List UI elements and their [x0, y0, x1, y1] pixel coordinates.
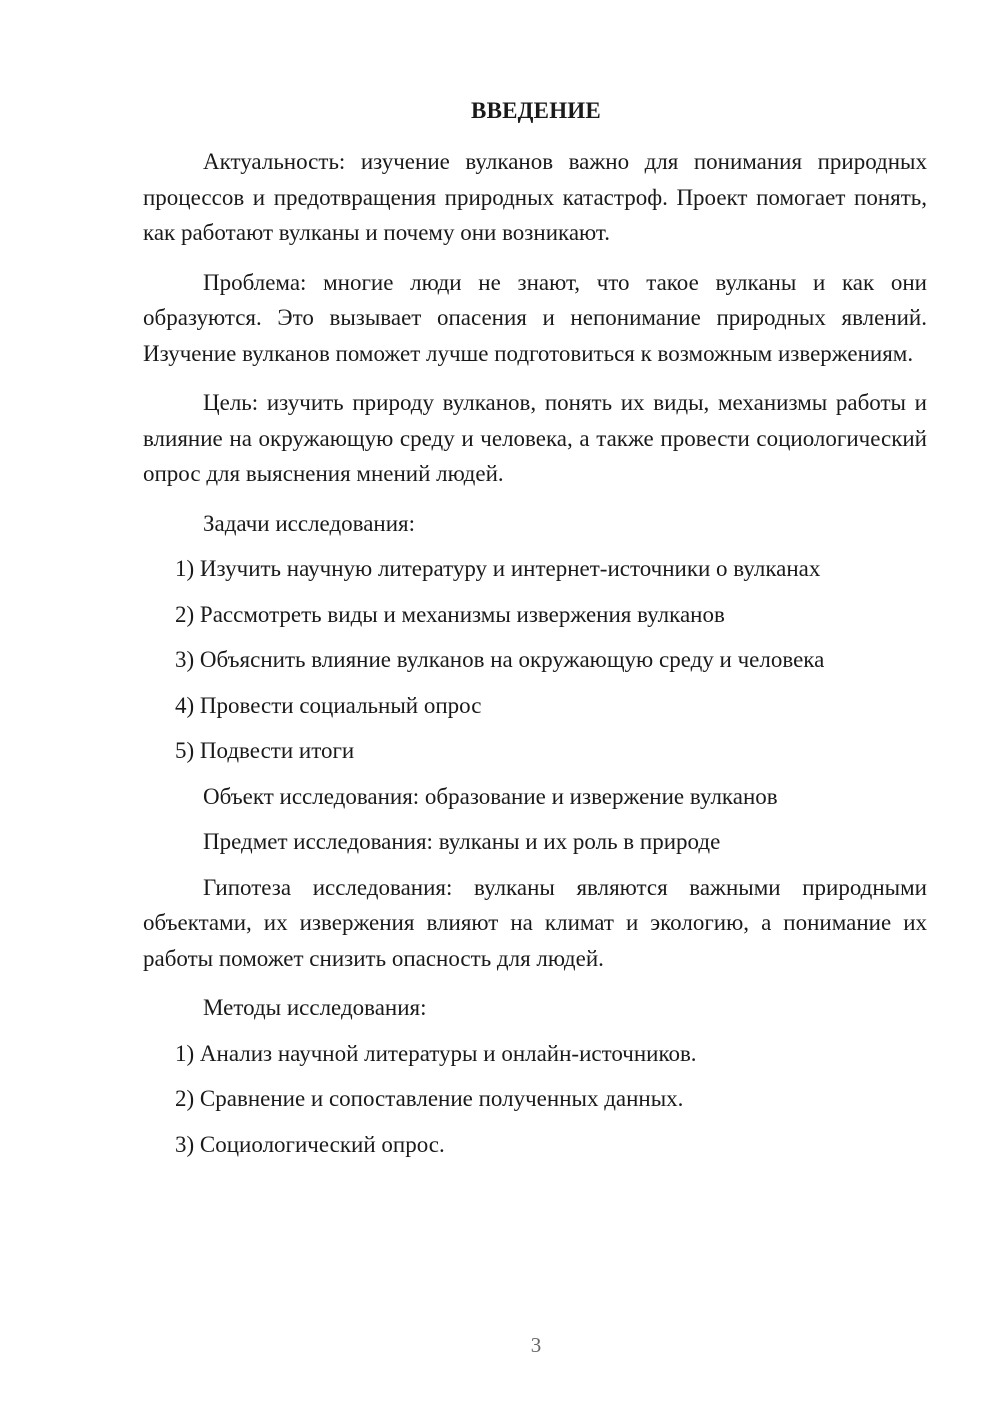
- list-item: 2) Сравнение и сопоставление полученных данных.: [175, 1086, 684, 1111]
- document-body: [143, 144, 927, 1172]
- research-subject: Предмет исследования: вулканы и их роль в природе: [203, 829, 721, 854]
- methods-list: [143, 1036, 927, 1163]
- page-number: 3: [530, 1333, 542, 1357]
- list-item: 4) Провести социальный опрос: [175, 692, 482, 718]
- list-item: 1) Изучить научную литературу и интернет-источники о вулканах: [175, 556, 821, 581]
- list-item: 3) Объяснить влияние вулканов на окружающую среду и человека: [175, 647, 825, 672]
- list-item: 1) Анализ научной литературы и онлайн-источников.: [175, 1040, 697, 1066]
- methods-heading: Методы исследования:: [203, 995, 427, 1020]
- list-item: 5) Подвести итоги: [175, 738, 355, 763]
- paragraph-relevance: Актуальность: изучение вулканов важно для понимания природных процессов и предотвращения природных катастроф. Проект помогает понять, как работают вулканы и почему они возникают.: [143, 149, 927, 245]
- list-item: 2) Рассмотреть виды и механизмы извержения вулканов: [175, 601, 725, 627]
- paragraph-problem: Проблема: многие люди не знают, что такое вулканы и как они образуются. Это вызывает опасения и непонимание природных явлений. Изучение вулканов поможет лучше подготовиться к возможным извержениям.: [143, 269, 927, 366]
- tasks-list: [143, 551, 927, 769]
- list-item: 3) Социологический опрос.: [175, 1131, 445, 1157]
- paragraph-hypothesis: Гипотеза исследования: вулканы являются важными природными объектами, их извержения влияют на климат и экологию, а понимание их работы поможет снизить опасность для людей.: [143, 874, 927, 971]
- paragraph-goal: Цель: изучить природу вулканов, понять их виды, механизмы работы и влияние на окружающую среду и человека, а также провести социологический опрос для выяснения мнений людей.: [143, 390, 927, 486]
- research-object: Объект исследования: образование и извержение вулканов: [203, 783, 778, 809]
- tasks-heading: Задачи исследования:: [203, 510, 416, 536]
- page-title: ВВЕДЕНИЕ: [471, 98, 601, 123]
